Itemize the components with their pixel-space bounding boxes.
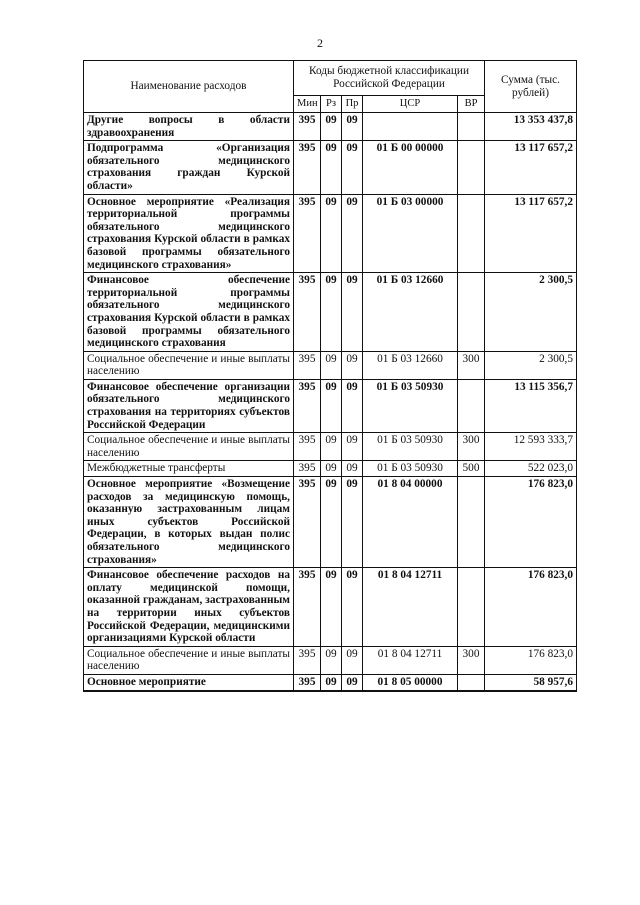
row-rz: 09: [321, 674, 342, 690]
row-sum: 13 117 657,2: [485, 141, 577, 194]
row-pr: 09: [342, 674, 363, 690]
row-name: Социальное обеспечение и иные выплаты населению: [84, 351, 294, 379]
row-vr: 300: [458, 351, 485, 379]
row-vr: 300: [458, 433, 485, 461]
row-csr: 01 8 04 12711: [363, 568, 458, 647]
row-vr: [458, 674, 485, 690]
row-pr: 09: [342, 113, 363, 141]
row-sum: 13 115 356,7: [485, 379, 577, 432]
row-vr: [458, 477, 485, 568]
row-name: Финансовое обеспечение территориальной программы обязательного медицинского страхования Курской области в рамках базовой программы обязательного медицинского страхования: [84, 273, 294, 352]
table-row: [84, 674, 577, 690]
row-min: 395: [294, 646, 321, 674]
table-row: [84, 351, 577, 379]
table-row: [84, 568, 577, 647]
row-pr: 09: [342, 477, 363, 568]
row-sum: 2 300,5: [485, 351, 577, 379]
row-vr: 500: [458, 461, 485, 477]
row-rz: 09: [321, 113, 342, 141]
row-csr: 01 Б 03 12660: [363, 351, 458, 379]
table-row: [84, 113, 577, 141]
row-pr: 09: [342, 646, 363, 674]
row-min: 395: [294, 113, 321, 141]
table-body: [84, 113, 577, 691]
table-row: [84, 273, 577, 352]
row-name: Социальное обеспечение и иные выплаты населению: [84, 433, 294, 461]
row-csr: 01 8 05 00000: [363, 674, 458, 690]
row-name: Финансовое обеспечение организации обязательного медицинского страхования на территориях субъектов Российской Федерации: [84, 379, 294, 432]
row-csr: 01 8 04 12711: [363, 646, 458, 674]
row-min: 395: [294, 141, 321, 194]
row-pr: 09: [342, 568, 363, 647]
row-min: 395: [294, 674, 321, 690]
row-pr: 09: [342, 351, 363, 379]
row-pr: 09: [342, 141, 363, 194]
budget-table: [83, 60, 577, 692]
row-min: 395: [294, 477, 321, 568]
page-number: 2: [317, 36, 323, 50]
row-min: 395: [294, 379, 321, 432]
row-name: Финансовое обеспечение расходов на оплату медицинской помощи, оказанной гражданам, застрахованным на территории иных субъектов Российской Федерации, медицинскими организациями Курской области: [84, 568, 294, 647]
header-name: Наименование расходов: [84, 61, 294, 113]
row-name: Подпрограмма «Организация обязательного медицинского страхования граждан Курской области»: [84, 141, 294, 194]
row-vr: [458, 194, 485, 273]
header-rz: Рз: [321, 96, 342, 113]
header-min: Мин: [294, 96, 321, 113]
row-csr: [363, 113, 458, 141]
row-sum: 13 117 657,2: [485, 194, 577, 273]
row-csr: 01 Б 00 00000: [363, 141, 458, 194]
row-name: Межбюджетные трансферты: [84, 461, 294, 477]
row-name: Социальное обеспечение и иные выплаты населению: [84, 646, 294, 674]
table-row: [84, 141, 577, 194]
row-csr: 01 Б 03 00000: [363, 194, 458, 273]
row-csr: 01 Б 03 50930: [363, 433, 458, 461]
row-name: Основное мероприятие «Возмещение расходов за медицинскую помощь, оказанную застрахованным лицам иных субъектов Российской Федерации, в которых выдан полис обязательного медицинского страхования»: [84, 477, 294, 568]
row-rz: 09: [321, 273, 342, 352]
row-rz: 09: [321, 646, 342, 674]
row-rz: 09: [321, 461, 342, 477]
table-row: [84, 477, 577, 568]
table-row: [84, 379, 577, 432]
row-min: 395: [294, 273, 321, 352]
row-rz: 09: [321, 141, 342, 194]
row-name: Основное мероприятие «Реализация территориальной программы обязательного медицинского страхования Курской области в рамках базовой программы обязательного медицинского страхования»: [84, 194, 294, 273]
row-min: 395: [294, 433, 321, 461]
row-name: Другие вопросы в области здравоохранения: [84, 113, 294, 141]
row-min: 395: [294, 351, 321, 379]
row-vr: [458, 273, 485, 352]
row-csr: 01 Б 03 12660: [363, 273, 458, 352]
header-csr: ЦСР: [363, 96, 458, 113]
header-pr: Пр: [342, 96, 363, 113]
row-rz: 09: [321, 477, 342, 568]
row-sum: 176 823,0: [485, 477, 577, 568]
row-sum: 176 823,0: [485, 568, 577, 647]
row-pr: 09: [342, 273, 363, 352]
row-min: 395: [294, 461, 321, 477]
row-min: 395: [294, 194, 321, 273]
row-csr: 01 Б 03 50930: [363, 379, 458, 432]
row-pr: 09: [342, 194, 363, 273]
row-sum: 12 593 333,7: [485, 433, 577, 461]
header-codes: Коды бюджетной классификации Российской Федерации: [294, 61, 485, 96]
table-row: [84, 461, 577, 477]
row-sum: 13 353 437,8: [485, 113, 577, 141]
row-sum: 522 023,0: [485, 461, 577, 477]
row-csr: 01 Б 03 50930: [363, 461, 458, 477]
row-name: Основное мероприятие: [84, 674, 294, 690]
row-vr: [458, 141, 485, 194]
row-pr: 09: [342, 433, 363, 461]
row-sum: 58 957,6: [485, 674, 577, 690]
table-row: [84, 646, 577, 674]
row-vr: [458, 379, 485, 432]
row-pr: 09: [342, 379, 363, 432]
row-vr: [458, 568, 485, 647]
row-sum: 2 300,5: [485, 273, 577, 352]
row-rz: 09: [321, 568, 342, 647]
header-sum: Сумма (тыс. рублей): [485, 61, 577, 113]
row-rz: 09: [321, 351, 342, 379]
row-rz: 09: [321, 433, 342, 461]
row-rz: 09: [321, 379, 342, 432]
row-pr: 09: [342, 461, 363, 477]
table-row: [84, 194, 577, 273]
row-sum: 176 823,0: [485, 646, 577, 674]
table-row: [84, 433, 577, 461]
row-vr: [458, 113, 485, 141]
row-min: 395: [294, 568, 321, 647]
row-vr: 300: [458, 646, 485, 674]
row-csr: 01 8 04 00000: [363, 477, 458, 568]
header-vr: ВР: [458, 96, 485, 113]
row-rz: 09: [321, 194, 342, 273]
